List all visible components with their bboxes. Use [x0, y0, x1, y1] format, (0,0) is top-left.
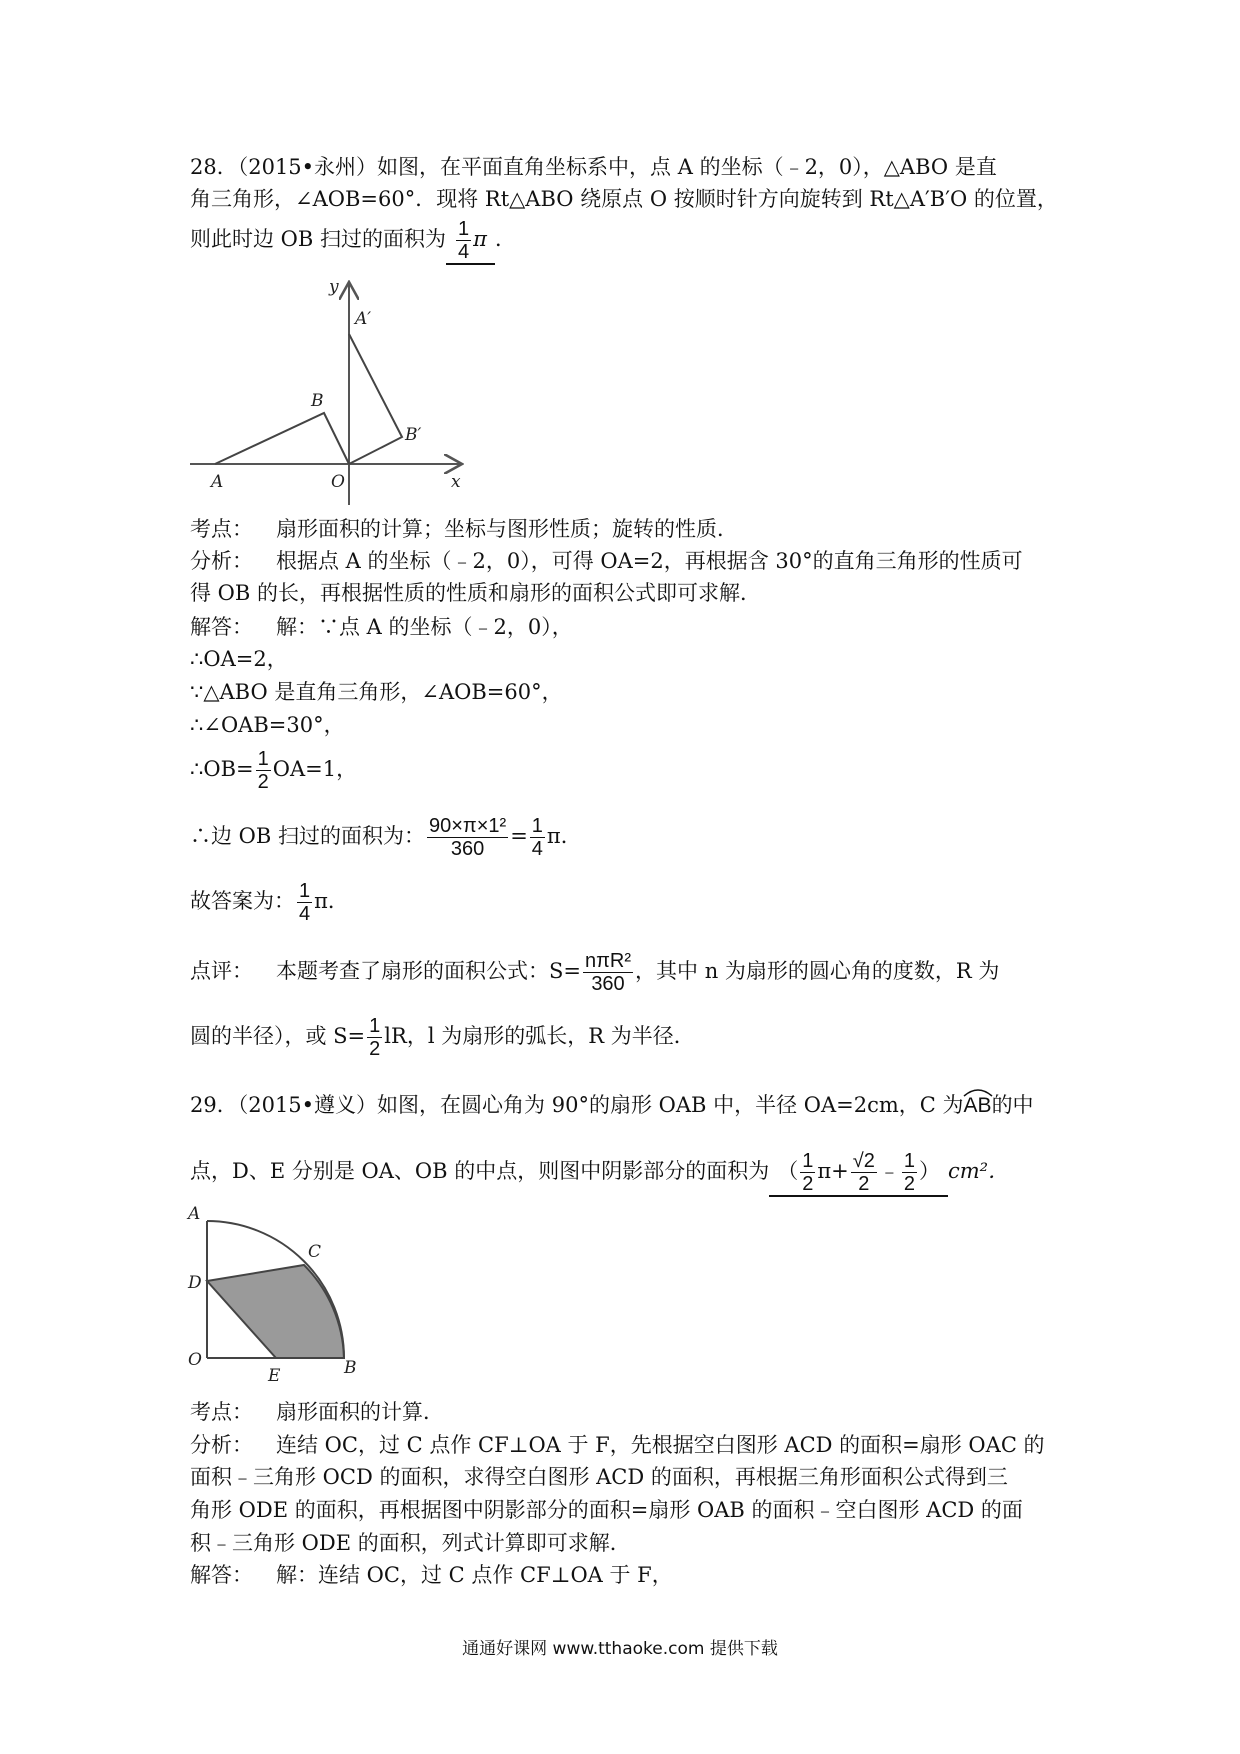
q28-label-x: x: [451, 472, 461, 492]
q28-step-5-suffix: OA=1，: [272, 757, 358, 781]
q28-dianping-prefix: 本题考查了扇形的面积公式：S=: [276, 959, 581, 983]
q29-shaded-region: [207, 1265, 344, 1358]
q28-label-b1: B′: [405, 425, 422, 445]
q28-label-o: O: [331, 472, 345, 492]
q29-jieda-label: 解答：: [190, 1563, 253, 1587]
q28-dianping-1: [190, 950, 999, 995]
q28-step-7-den: 4: [299, 903, 311, 925]
q29-label-a: A: [188, 1204, 201, 1224]
q28-dianping-num: nπR²: [584, 950, 632, 972]
q29-arc-mark: [962, 1087, 994, 1097]
q28-label-a: A: [211, 472, 224, 492]
q28-answer-pi: π: [473, 227, 487, 251]
page-footer: 通通好课网 www.tthaoke.com 提供下载: [462, 1639, 778, 1659]
q29-answer-blank: [769, 1150, 948, 1197]
q28-step-6-den: 360: [450, 838, 485, 860]
q29-answer-frac-c: [902, 1150, 917, 1195]
q29-label-o: O: [188, 1350, 202, 1370]
q28-step-2: ∴OA=2，: [190, 647, 288, 671]
q29-answer-c-num: 1: [903, 1150, 915, 1172]
q28-jieda-1: [190, 612, 573, 642]
q29-kaodian-label: 考点：: [190, 1400, 253, 1424]
q29-kaodian-text: 扇形面积的计算．: [276, 1400, 444, 1424]
q28-answer-num: 1: [458, 218, 470, 240]
q28-label-b: B: [311, 391, 324, 411]
q29-label-e: E: [268, 1366, 281, 1386]
q28-dianping-label: 点评：: [190, 959, 253, 983]
q28-fenxi-label: 分析：: [190, 549, 253, 573]
q28-step-5-den: 2: [257, 771, 269, 793]
q28-triangle-abo: [215, 413, 349, 464]
q29-answer-b-den: 2: [858, 1173, 870, 1195]
q28-dianping-suffix: ，其中 n 为扇形的圆心角的度数，R 为: [635, 959, 1000, 983]
q29-answer-frac-b: [851, 1150, 877, 1195]
q28-step-5: [190, 748, 357, 793]
q28-label-a1: A′: [355, 309, 372, 329]
q28-fenxi-2: 得 OB 的长，再根据性质的性质和扇形的面积公式即可求解．: [190, 581, 761, 605]
q29-answer-a-num: 1: [802, 1150, 814, 1172]
q28-dianping-2-suffix: lR，l 为扇形的弧长，R 为半径．: [384, 1024, 695, 1048]
q29-answer-minus: ﹣: [878, 1159, 900, 1183]
q28-dianping-den: 360: [591, 973, 625, 995]
q28-kaodian: [190, 514, 738, 544]
q29-line-1: [190, 1090, 1034, 1121]
q28-step-7-suffix: π．: [314, 889, 349, 913]
q29-label-b: B: [344, 1358, 357, 1378]
q29-fenxi-3: 角形 ODE 的面积，再根据图中阴影部分的面积=扇形 OAB 的面积﹣空白图形 ACD 的面: [190, 1498, 1023, 1522]
q28-step-6: [190, 815, 582, 860]
q29-answer-open: （: [777, 1159, 799, 1183]
q28-step-3: ∵△ABO 是直角三角形，∠AOB=60°，: [190, 680, 563, 704]
q28-step-5-num: 1: [257, 748, 269, 770]
q28-dianping-2-prefix: 圆的半径），或 S=: [190, 1024, 366, 1048]
q28-dianping-2: [190, 1015, 695, 1060]
q29-line-2-suffix: cm²．: [948, 1159, 1010, 1183]
q28-line-3-suffix: ．: [494, 227, 516, 251]
q29-fenxi-4: 积﹣三角形 ODE 的面积，列式计算即可求解．: [190, 1531, 631, 1555]
q28-step-6-prefix: ∴边 OB 扫过的面积为：: [190, 824, 425, 848]
q29-answer-a-den: 2: [802, 1173, 814, 1195]
q29-arc-ab: [964, 1091, 992, 1121]
q28-jieda-text-1: 解：∵点 A 的坐标（﹣2，0），: [276, 615, 573, 639]
q28-step-6-fraction: [427, 815, 508, 860]
q28-step-5-prefix: ∴OB=: [190, 757, 254, 781]
q29-jieda-text-1: 解：连结 OC，过 C 点作 CF⊥OA 于 F，: [276, 1563, 673, 1587]
q28-dianping-2-den: 2: [369, 1038, 381, 1060]
q29-fenxi-1: [190, 1430, 1045, 1460]
q29-answer-close: ）: [919, 1159, 940, 1183]
q28-step-6-fraction-2: [530, 815, 545, 860]
q28-kaodian-label: 考点：: [190, 517, 253, 541]
q28-step-6-den-2: 4: [531, 838, 543, 860]
q28-dianping-2-num: 1: [369, 1015, 381, 1037]
q28-answer-blank: [446, 218, 495, 265]
q29-answer-frac-a: [800, 1150, 815, 1195]
q28-answer-fraction: [456, 218, 471, 263]
q28-fenxi-text-1: 根据点 A 的坐标（﹣2，0），可得 OA=2，再根据含 30°的直角三角形的性质可: [276, 549, 1023, 573]
q28-dianping-2-fraction: [367, 1015, 382, 1060]
q29-answer-c-den: 2: [903, 1173, 915, 1195]
q28-step-6-num-2: 1: [531, 815, 543, 837]
q28-line-3: [190, 218, 516, 265]
q29-fenxi-label: 分析：: [190, 1433, 253, 1457]
q28-kaodian-text: 扇形面积的计算；坐标与图形性质；旋转的性质．: [276, 517, 738, 541]
q28-step-7-fraction: [297, 880, 312, 925]
q28-step-7: [190, 880, 349, 925]
q28-step-4: ∴∠OAB=30°，: [190, 713, 345, 737]
q28-step-7-prefix: 故答案为：: [190, 889, 295, 913]
q29-label-d: D: [188, 1273, 202, 1293]
q28-triangle-a1b1o: [349, 334, 402, 464]
q28-fenxi-1: [190, 546, 1023, 576]
q29-fenxi-2: 面积﹣三角形 OCD 的面积，求得空白图形 ACD 的面积，再根据三角形面积公式得到三: [190, 1465, 1008, 1489]
q29-line-2: [190, 1150, 1009, 1197]
q29-answer-a-post: π+: [817, 1159, 849, 1183]
q29-figure: [180, 1195, 380, 1390]
q28-step-6-eq: =: [510, 824, 528, 848]
q28-answer-den: 4: [458, 241, 470, 263]
q28-line-3-prefix: 则此时边 OB 扫过的面积为: [190, 227, 446, 251]
q28-step-6-suffix: π．: [546, 824, 582, 848]
q28-step-6-num: 90×π×1²: [429, 815, 507, 837]
q29-jieda-1: [190, 1560, 673, 1590]
q28-label-y: y: [329, 280, 339, 297]
q28-jieda-label: 解答：: [190, 615, 253, 639]
q28-step-7-num: 1: [299, 880, 311, 902]
q28-line-2: 角三角形，∠AOB=60°．现将 Rt△ABO 绕原点 O 按顺时针方向旋转到 Rt△A′B′O 的位置，: [190, 187, 1058, 211]
q29-line-1-prefix: 29．（2015•遵义）如图，在圆心角为 90°的扇形 OAB 中，半径 OA=2cm，C 为: [190, 1093, 964, 1117]
q29-arc-ab-text: AB: [963, 1094, 992, 1117]
q29-answer-b-num: √2: [852, 1150, 875, 1172]
q29-label-c: C: [308, 1242, 322, 1262]
q29-line-2-prefix: 点，D、E 分别是 OA、OB 的中点，则图中阴影部分的面积为: [190, 1159, 770, 1183]
q28-step-5-fraction: [256, 748, 271, 793]
q28-figure: [185, 280, 475, 505]
q29-fenxi-text-1: 连结 OC，过 C 点作 CF⊥OA 于 F，先根据空白图形 ACD 的面积=扇形 OAC 的: [276, 1433, 1045, 1457]
q28-dianping-fraction: [583, 950, 633, 995]
q28-line-1: 28．（2015•永州）如图，在平面直角坐标系中，点 A 的坐标（﹣2，0），△ABO 是直: [190, 155, 997, 179]
q29-kaodian: [190, 1397, 444, 1427]
q29-line-1-suffix: 的中: [991, 1093, 1034, 1117]
